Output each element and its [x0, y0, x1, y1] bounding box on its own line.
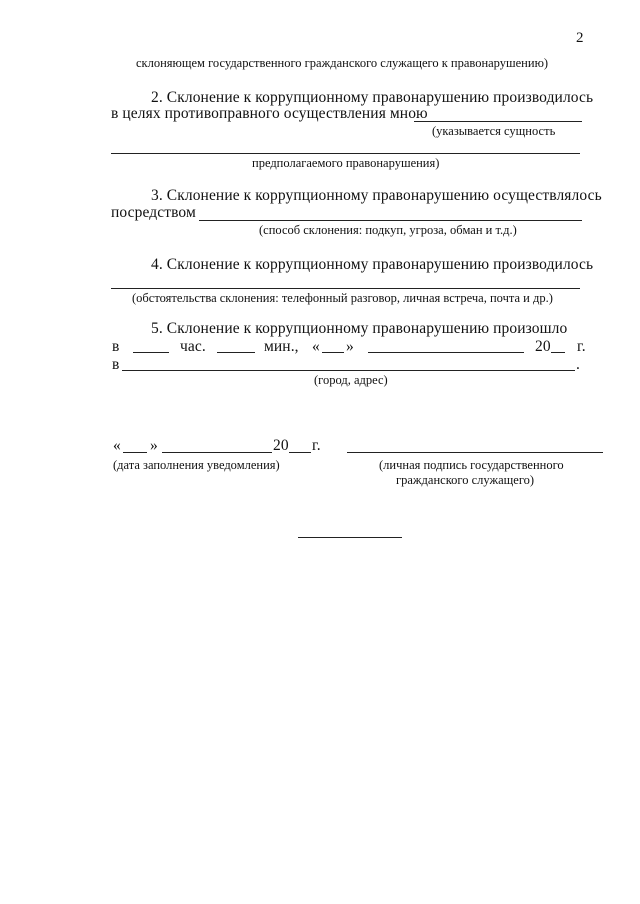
item2-caption2: предполагаемого правонарушения): [252, 156, 440, 170]
closing-separator: [298, 537, 402, 538]
item2-fill-line2[interactable]: [111, 153, 580, 154]
item5-place-word: в: [112, 356, 120, 373]
item5-open-quote: «: [312, 338, 320, 355]
item3-fill-line[interactable]: [199, 220, 582, 221]
item4-fill-line[interactable]: [111, 288, 580, 289]
item5-minute-word: мин.,: [264, 338, 299, 355]
sign-month-field[interactable]: [162, 452, 272, 453]
page-number: 2: [576, 30, 584, 46]
item5-caption: (город, адрес): [314, 373, 388, 387]
item5-year-field[interactable]: [551, 352, 565, 353]
item3-line2: посредством: [111, 204, 196, 221]
item5-line1: 5. Склонение к коррупционному правонарушению произошло: [151, 320, 568, 337]
item5-in-word: в: [112, 338, 120, 355]
item2-caption1: (указывается сущность: [432, 124, 556, 138]
item5-hour-field[interactable]: [133, 352, 169, 353]
sign-year-suffix: г.: [312, 437, 321, 454]
item5-minute-field[interactable]: [217, 352, 255, 353]
item3-caption: (способ склонения: подкуп, угроза, обман и т.д.): [259, 223, 517, 237]
signature-field[interactable]: [347, 452, 603, 453]
item5-close-quote: »: [346, 338, 354, 355]
sign-day-field[interactable]: [123, 452, 147, 453]
item4-line1: 4. Склонение к коррупционному правонарушению производилось: [151, 256, 594, 273]
item4-caption: (обстоятельства склонения: телефонный разговор, личная встреча, почта и др.): [132, 291, 553, 305]
signature-caption-line1: (личная подпись государственного: [379, 458, 564, 472]
sign-year-field[interactable]: [289, 452, 311, 453]
item3-line1: 3. Склонение к коррупционному правонарушению осуществлялось: [151, 187, 602, 204]
date-caption: (дата заполнения уведомления): [113, 458, 280, 472]
sign-open-quote: «: [113, 437, 121, 454]
item5-hour-word: час.: [180, 338, 206, 355]
sign-year-prefix: 20: [273, 437, 289, 454]
item2-line2: в целях противоправного осуществления мною: [111, 105, 428, 122]
top-note: склоняющем государственного гражданского служащего к правонарушению): [136, 56, 549, 70]
item5-month-field[interactable]: [368, 352, 524, 353]
item5-year-prefix: 20: [535, 338, 551, 355]
item5-year-suffix: г.: [577, 338, 586, 355]
sign-close-quote: »: [150, 437, 158, 454]
item5-place-end: .: [576, 356, 580, 373]
item2-fill-line1[interactable]: [414, 121, 582, 122]
signature-caption-line2: гражданского служащего): [396, 473, 535, 487]
item5-place-field[interactable]: [122, 370, 575, 371]
item5-day-field[interactable]: [322, 352, 344, 353]
item2-line1: 2. Склонение к коррупционному правонарушению производилось: [151, 89, 594, 106]
